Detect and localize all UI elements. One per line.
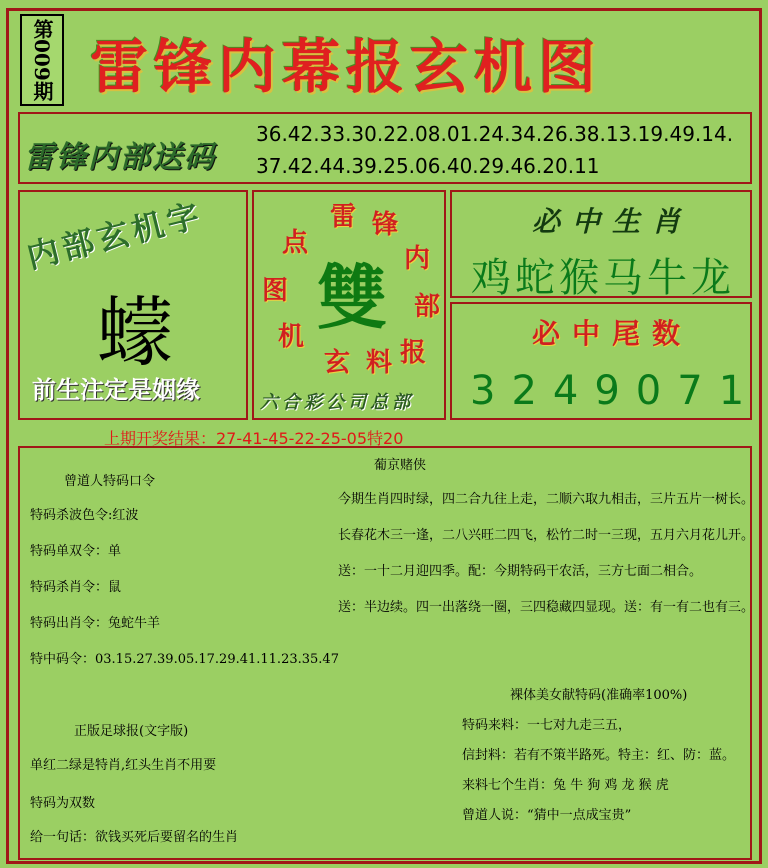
ring-char: 机 bbox=[278, 322, 305, 352]
col1-line: 特码出肖令：兔蛇牛羊 bbox=[30, 616, 161, 631]
col2-line: 来料七个生肖：兔 牛 狗 鸡 龙 猴 虎 bbox=[462, 778, 669, 793]
col1-line: 特码杀波色令:红波 bbox=[30, 508, 139, 523]
company-label: 六合彩公司总部 bbox=[260, 392, 414, 413]
ring-char: 料 bbox=[366, 348, 393, 378]
issue-number: 第009期 bbox=[20, 14, 64, 106]
ring-char: 内 bbox=[404, 244, 431, 274]
col2-line: 送：半边续。四一出落绕一圈，三四稳藏四显现。送：有一有二也有三。 bbox=[338, 600, 755, 615]
col2-line: 长春花木三一逢，二八兴旺二四飞，松竹二时一三现，五月六月花儿开。 bbox=[338, 528, 755, 543]
tail-numbers: 3249071 bbox=[470, 368, 761, 414]
left-panel bbox=[18, 190, 248, 420]
last-result: 上期开奖结果：27-41-45-22-25-05特20 bbox=[104, 429, 404, 448]
col1-line: 特码为双数 bbox=[30, 796, 96, 811]
col1-line: 给一句话：欲钱买死后要留名的生肖 bbox=[30, 830, 239, 845]
title-box bbox=[70, 14, 754, 106]
mystery-big-char: 蠓 bbox=[97, 288, 173, 377]
col1-line: 特码杀肖令：鼠 bbox=[30, 580, 122, 595]
col2-line: 今期生肖四时绿，四二合九往上走，二顺六取九相击，三片五片一树长。 bbox=[338, 492, 755, 507]
col2-line: 特码来料：一七对九走三五， bbox=[462, 718, 632, 733]
mystery-word-label: 内部玄机字 bbox=[22, 195, 207, 277]
code-label: 雷锋内部送码 bbox=[24, 140, 216, 175]
ring-char: 玄 bbox=[324, 348, 351, 378]
page-title: 雷锋内幕报玄机图 bbox=[90, 33, 603, 101]
tail-panel bbox=[450, 302, 761, 420]
ring-char: 锋 bbox=[372, 210, 399, 240]
col2-line: 信封料：若有不策半路死。特主：红、防：蓝。 bbox=[462, 748, 736, 763]
col2-line: 送：一十二月迎四季。配：今期特码干农活，三方七面二相合。 bbox=[338, 564, 703, 579]
ring-char: 点 bbox=[282, 228, 309, 258]
col1-title-2: 正版足球报(文字版) bbox=[74, 724, 189, 739]
zodiac-title: 必中生肖 bbox=[531, 205, 692, 238]
code-line-1: 36.42.33.30.22.08.01.24.34.26.38.13.19.49.14. bbox=[256, 122, 734, 146]
col1-title: 曾道人特码口令 bbox=[64, 474, 156, 489]
col2-title: 葡京赌侠 bbox=[374, 458, 427, 473]
col2-line: 曾道人说：“猜中一点成宝贵” bbox=[462, 808, 632, 823]
code-line-2: 37.42.44.39.25.06.40.29.46.20.11 bbox=[256, 154, 600, 178]
ring-char: 雷 bbox=[330, 202, 357, 232]
middle-panel bbox=[252, 190, 446, 420]
tail-title: 必中尾数 bbox=[531, 317, 692, 350]
zodiac-panel bbox=[450, 190, 752, 301]
col1-line: 单红二绿是特肖,红头生肖不用要 bbox=[30, 758, 217, 773]
col1-line: 特码单双令：单 bbox=[30, 544, 122, 559]
code-section bbox=[18, 112, 752, 184]
mystery-phrase: 前生注定是姻缘 bbox=[32, 376, 200, 404]
zodiac-animals: 鸡蛇猴马牛龙 bbox=[471, 255, 735, 301]
center-char: 雙 bbox=[317, 256, 387, 339]
bottom-panel bbox=[18, 446, 755, 860]
ring-char: 图 bbox=[262, 276, 289, 306]
ring-char: 部 bbox=[414, 292, 441, 322]
ring-char: 报 bbox=[400, 338, 427, 368]
col2-title-2: 裸体美女献特码(准确率100%) bbox=[510, 688, 688, 703]
col1-line: 特中码令：03.15.27.39.05.17.29.41.11.23.35.47 bbox=[30, 652, 339, 667]
